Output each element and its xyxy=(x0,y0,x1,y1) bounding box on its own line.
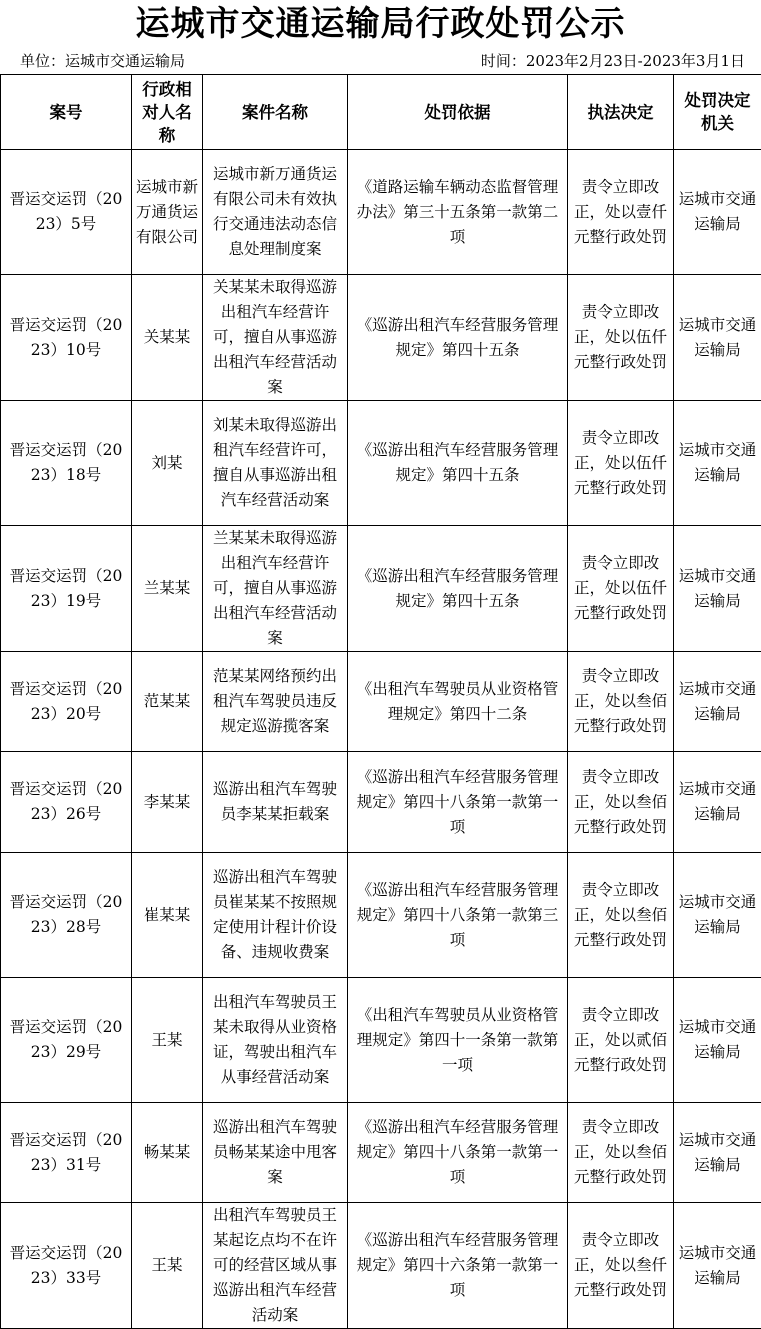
cell-authority: 运城市交通运输局 xyxy=(674,526,761,652)
cell-decision: 责令立即改正，处以壹仟元整行政处罚 xyxy=(568,150,674,275)
cell-party: 兰某某 xyxy=(132,526,203,652)
table-row xyxy=(1,978,761,1103)
cell-authority: 运城市交通运输局 xyxy=(674,1203,761,1329)
cell-authority: 运城市交通运输局 xyxy=(674,1103,761,1203)
cell-basis: 《巡游出租汽车经营服务管理规定》第四十五条 xyxy=(348,526,568,652)
page-title: 运城市交通运输局行政处罚公示 xyxy=(0,0,761,48)
cell-decision: 责令立即改正，处以伍仟元整行政处罚 xyxy=(568,526,674,652)
header-case-no: 案号 xyxy=(1,75,132,150)
header-decision: 执法决定 xyxy=(568,75,674,150)
cell-party: 关某某 xyxy=(132,275,203,401)
cell-basis: 《巡游出租汽车经营服务管理规定》第四十八条第一款第三项 xyxy=(348,853,568,978)
cell-basis: 《道路运输车辆动态监督管理办法》第三十五条第一款第二项 xyxy=(348,150,568,275)
cell-case-no: 晋运交运罚（2023）5号 xyxy=(1,150,132,275)
cell-case-name: 巡游出租汽车驾驶员李某某拒载案 xyxy=(203,752,348,853)
header-authority: 处罚决定机关 xyxy=(674,75,761,150)
table-row xyxy=(1,1103,761,1203)
cell-authority: 运城市交通运输局 xyxy=(674,150,761,275)
cell-authority: 运城市交通运输局 xyxy=(674,752,761,853)
table-row xyxy=(1,150,761,275)
cell-basis: 《巡游出租汽车经营服务管理规定》第四十五条 xyxy=(348,401,568,526)
table-row xyxy=(1,853,761,978)
penalty-table xyxy=(0,74,761,1329)
cell-party: 畅某某 xyxy=(132,1103,203,1203)
cell-party: 王某 xyxy=(132,1203,203,1329)
cell-case-name: 巡游出租汽车驾驶员崔某某不按照规定使用计程计价设备、违规收费案 xyxy=(203,853,348,978)
table-row xyxy=(1,1203,761,1329)
cell-case-name: 关某某未取得巡游出租汽车经营许可，擅自从事巡游出租汽车经营活动案 xyxy=(203,275,348,401)
cell-party: 崔某某 xyxy=(132,853,203,978)
cell-case-no: 晋运交运罚（2023）19号 xyxy=(1,526,132,652)
cell-case-no: 晋运交运罚（2023）20号 xyxy=(1,652,132,752)
table-header-row xyxy=(1,75,761,150)
cell-case-no: 晋运交运罚（2023）29号 xyxy=(1,978,132,1103)
cell-decision: 责令立即改正，处以伍仟元整行政处罚 xyxy=(568,275,674,401)
cell-case-name: 范某某网络预约出租汽车驾驶员违反规定巡游揽客案 xyxy=(203,652,348,752)
table-row xyxy=(1,401,761,526)
cell-case-name: 刘某未取得巡游出租汽车经营许可，擅自从事巡游出租汽车经营活动案 xyxy=(203,401,348,526)
cell-authority: 运城市交通运输局 xyxy=(674,853,761,978)
cell-case-no: 晋运交运罚（2023）26号 xyxy=(1,752,132,853)
cell-basis: 《巡游出租汽车经营服务管理规定》第四十五条 xyxy=(348,275,568,401)
cell-basis: 《出租汽车驾驶员从业资格管理规定》第四十一条第一款第一项 xyxy=(348,978,568,1103)
cell-authority: 运城市交通运输局 xyxy=(674,652,761,752)
cell-decision: 责令立即改正，处以伍仟元整行政处罚 xyxy=(568,401,674,526)
cell-decision: 责令立即改正，处以叁佰元整行政处罚 xyxy=(568,1103,674,1203)
cell-case-name: 运城市新万通货运有限公司未有效执行交通违法动态信息处理制度案 xyxy=(203,150,348,275)
table-row xyxy=(1,752,761,853)
unit-label: 单位：运城市交通运输局 xyxy=(20,50,185,71)
cell-decision: 责令立即改正，处以叁仟元整行政处罚 xyxy=(568,1203,674,1329)
cell-party: 范某某 xyxy=(132,652,203,752)
cell-authority: 运城市交通运输局 xyxy=(674,275,761,401)
cell-case-no: 晋运交运罚（2023）18号 xyxy=(1,401,132,526)
cell-case-no: 晋运交运罚（2023）10号 xyxy=(1,275,132,401)
cell-decision: 责令立即改正，处以叁佰元整行政处罚 xyxy=(568,752,674,853)
cell-case-no: 晋运交运罚（2023）28号 xyxy=(1,853,132,978)
cell-decision: 责令立即改正，处以叁佰元整行政处罚 xyxy=(568,652,674,752)
cell-party: 王某 xyxy=(132,978,203,1103)
cell-case-no: 晋运交运罚（2023）31号 xyxy=(1,1103,132,1203)
header-case-name: 案件名称 xyxy=(203,75,348,150)
header-party: 行政相对人名称 xyxy=(132,75,203,150)
table-row xyxy=(1,652,761,752)
cell-case-name: 出租汽车驾驶员王某未取得从业资格证，驾驶出租汽车从事经营活动案 xyxy=(203,978,348,1103)
cell-case-name: 兰某某未取得巡游出租汽车经营许可，擅自从事巡游出租汽车经营活动案 xyxy=(203,526,348,652)
cell-case-name: 出租汽车驾驶员王某起讫点均不在许可的经营区域从事巡游出租汽车经营活动案 xyxy=(203,1203,348,1329)
cell-decision: 责令立即改正，处以叁佰元整行政处罚 xyxy=(568,853,674,978)
cell-basis: 《巡游出租汽车经营服务管理规定》第四十八条第一款第一项 xyxy=(348,752,568,853)
cell-case-no: 晋运交运罚（2023）33号 xyxy=(1,1203,132,1329)
meta-line xyxy=(0,48,761,73)
cell-authority: 运城市交通运输局 xyxy=(674,978,761,1103)
table-row xyxy=(1,526,761,652)
time-range: 时间：2023年2月23日-2023年3月1日 xyxy=(481,50,745,71)
cell-party: 刘某 xyxy=(132,401,203,526)
header-basis: 处罚依据 xyxy=(348,75,568,150)
table-row xyxy=(1,275,761,401)
cell-basis: 《出租汽车驾驶员从业资格管理规定》第四十二条 xyxy=(348,652,568,752)
cell-authority: 运城市交通运输局 xyxy=(674,401,761,526)
cell-basis: 《巡游出租汽车经营服务管理规定》第四十八条第一款第一项 xyxy=(348,1103,568,1203)
cell-case-name: 巡游出租汽车驾驶员畅某某途中甩客案 xyxy=(203,1103,348,1203)
cell-basis: 《巡游出租汽车经营服务管理规定》第四十六条第一款第一项 xyxy=(348,1203,568,1329)
cell-party: 运城市新万通货运有限公司 xyxy=(132,150,203,275)
cell-party: 李某某 xyxy=(132,752,203,853)
cell-decision: 责令立即改正，处以贰佰元整行政处罚 xyxy=(568,978,674,1103)
